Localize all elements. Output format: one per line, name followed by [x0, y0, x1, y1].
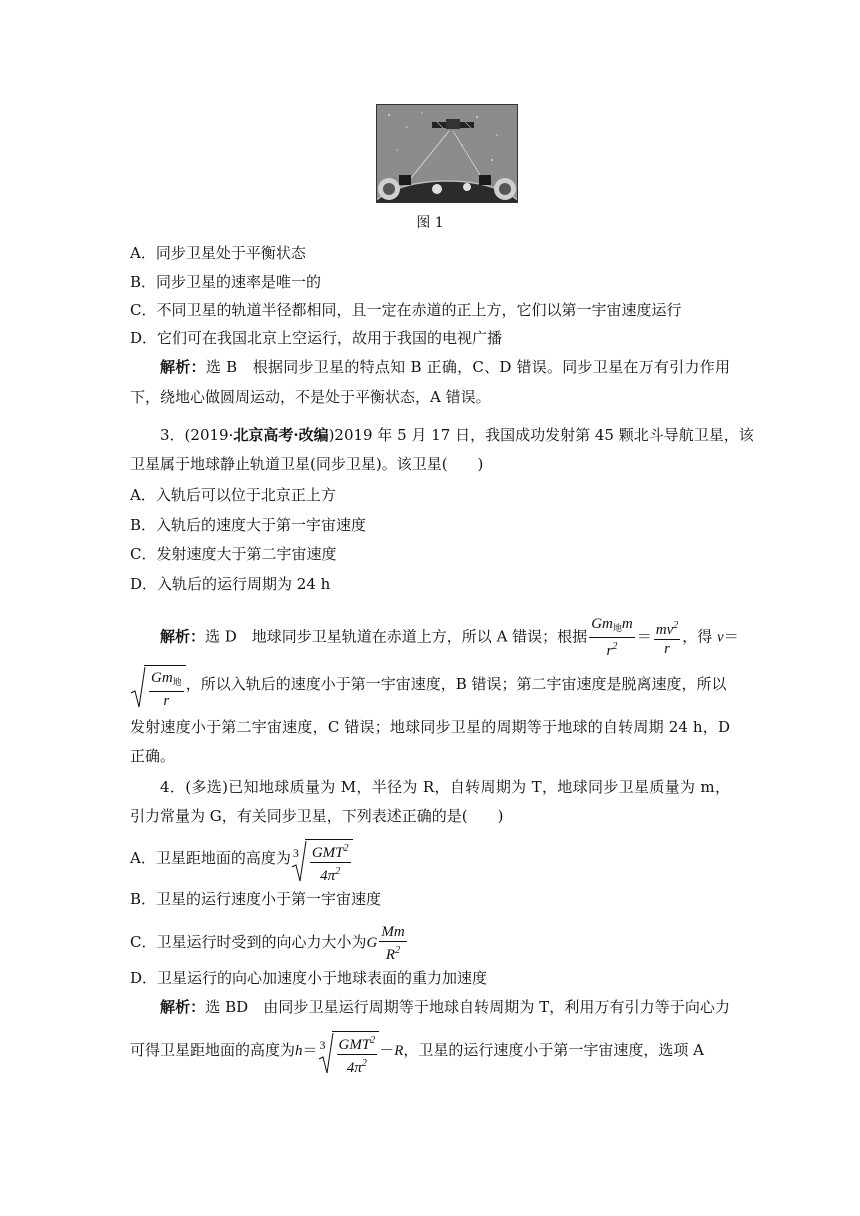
q3-analysis-text-2: ，所以入轨后的速度小于第一宇宙速度，B 错误；第二宇宙速度是脱离速度，所以: [185, 675, 727, 693]
math-eq3: ＝: [302, 1041, 318, 1059]
q4-option-c: [130, 922, 730, 964]
q4-analysis-text-b: ，卫星的运行速度小于第一宇宙速度，选项 A: [403, 1041, 704, 1059]
q3-analysis-text-a: 选 D 地球同步卫星轨道在赤道上方，所以 A 错误；根据: [205, 627, 588, 646]
force-fraction: [379, 923, 406, 964]
analysis-label: 解析：: [160, 627, 206, 646]
q3-option-c: C．发射速度大于第二宇宙速度: [130, 545, 337, 563]
analysis-label: 解析：: [160, 358, 206, 376]
math-r2: r: [163, 692, 170, 709]
q2-analysis-line2: 下，绕地心做圆周运动，不是处于平衡状态，A 错误。: [130, 388, 491, 406]
q4-analysis-text-a: 可得卫星距地面的高度为: [130, 1041, 296, 1059]
q3-analysis-line3: 发射速度小于第二宇宙速度，C 错误；地球同步卫星的周期等于地球的自转周期 24 h，D: [130, 718, 730, 736]
math-sub-earth2: 地: [172, 676, 182, 687]
math-cube-index2: 3: [319, 1038, 326, 1052]
cube-root-height: [291, 839, 353, 884]
q4-option-d: D．卫星运行的向心加速度小于地球表面的重力加速度: [130, 969, 488, 987]
math-sup-2b: 2: [673, 620, 679, 631]
math-4pi2: 4π: [346, 1060, 362, 1076]
math-m: m: [621, 616, 633, 632]
q3-option-a: A．入轨后可以位于北京正上方: [130, 486, 336, 504]
math-gmt2: GMT: [338, 1037, 371, 1053]
q4-option-b: B．卫星的运行速度小于第一宇宙速度: [130, 890, 382, 908]
q3-source: 北京高考·改编: [233, 426, 329, 444]
q3-stem-line2: 卫星属于地球静止轨道卫星(同步卫星)。该卫星( ): [130, 455, 484, 473]
math-g: G: [366, 935, 378, 951]
q4-option-a-text: A．卫星距地面的高度为: [130, 849, 291, 867]
math-sup-2g: 2: [361, 1058, 367, 1069]
q2-option-b: B．同步卫星的速率是唯一的: [130, 273, 322, 291]
math-eq2: ＝: [723, 627, 739, 646]
q3-analysis-line4: 正确。: [130, 747, 176, 765]
q4-analysis-line2: [130, 1030, 730, 1076]
math-h: h: [295, 1043, 303, 1059]
math-sub-earth: 地: [612, 623, 622, 633]
gravity-fraction: [589, 615, 635, 660]
math-gm: Gm: [591, 616, 613, 632]
math-gm2: Gm: [151, 669, 173, 686]
q3-stem-line1: [160, 424, 754, 446]
math-mv: mv: [655, 622, 674, 638]
math-r-den: r: [664, 641, 670, 657]
math-sup-2d: 2: [335, 866, 341, 877]
q3-analysis-line2: [130, 662, 730, 709]
satellite-illustration: [377, 105, 517, 202]
math-gmt: GMT: [311, 845, 344, 861]
satellite-figure: [376, 104, 518, 203]
math-cube-index: 3: [292, 846, 299, 860]
q3-number: 3．(2019·: [160, 426, 234, 444]
analysis-label: 解析：: [160, 998, 206, 1016]
q4-analysis-line1: [160, 996, 730, 1018]
centripetal-fraction: [654, 617, 681, 658]
q3-option-b: B．入轨后的速度大于第一宇宙速度: [130, 516, 367, 534]
q4-stem-line1: 4．(多选)已知地球质量为 M，半径为 R，自转周期为 T，地球同步卫星质量为 m，: [160, 778, 730, 796]
q3-stem-text: )2019 年 5 月 17 日，我国成功发射第 45 颗北斗导航卫星，该: [328, 426, 754, 444]
math-mm: Mm: [381, 923, 405, 940]
q3-option-d: D．入轨后的运行周期为 24 h: [130, 575, 331, 593]
math-4pi: 4π: [320, 868, 336, 884]
figure-caption: 图 1: [416, 215, 444, 231]
q4-stem-line2: 引力常量为 G，有关同步卫星，下列表述正确的是( ): [130, 807, 504, 825]
sqrt-gm-over-r: [130, 665, 186, 709]
math-minus: －: [379, 1041, 395, 1059]
q3-analysis-text-b: ，得: [682, 627, 713, 646]
math-eq: ＝: [636, 627, 652, 646]
q3-analysis-line1: [160, 615, 739, 660]
cube-root-h: [318, 1031, 380, 1076]
math-sup-2f: 2: [370, 1035, 376, 1046]
q2-option-d: D．它们可在我国北京上空运行，故用于我国的电视广播: [130, 329, 503, 347]
q2-option-a: A．同步卫星处于平衡状态: [130, 244, 306, 262]
q2-analysis-text: 选 B 根据同步卫星的特点知 B 正确，C、D 错误。同步卫星在万有引力作用: [205, 358, 730, 376]
math-r: r: [606, 643, 613, 659]
q4-analysis-text: 选 BD 由同步卫星运行周期等于地球自转周期为 T，利用万有引力等于向心力: [205, 998, 730, 1016]
math-sup-2e: 2: [395, 944, 401, 956]
math-big-r: R: [385, 946, 396, 963]
q4-option-c-text: C．卫星运行时受到的向心力大小为: [130, 933, 367, 951]
math-sup-2: 2: [612, 641, 618, 652]
math-big-r2: R: [394, 1043, 404, 1059]
math-sup-2c: 2: [343, 843, 349, 854]
q4-option-a: [130, 838, 730, 884]
q2-option-c: C．不同卫星的轨道半径都相同，且一定在赤道的正上方，它们以第一宇宙速度运行: [130, 301, 682, 319]
math-v: v: [717, 629, 724, 646]
q2-analysis-line1: [160, 356, 730, 378]
